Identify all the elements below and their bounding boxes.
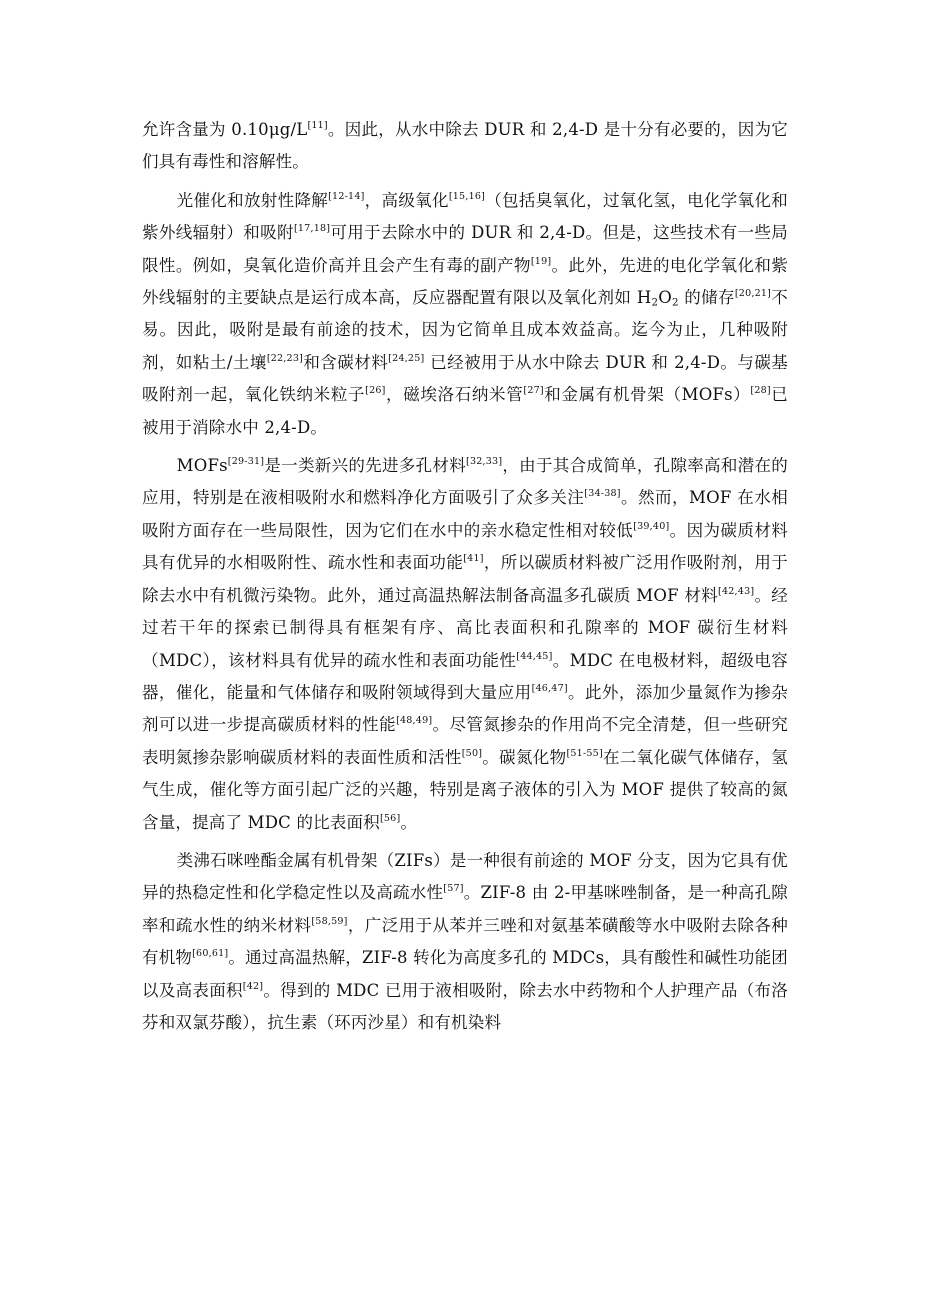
text-run: O: [658, 288, 672, 308]
text-run: 。得到的 MDC 已用于液相吸附，除去水中药物和个人护理产品（布洛芬和双氯芬酸），抗生素（环丙沙星）和有机染料: [142, 980, 789, 1032]
text-run: 。碳氮化物: [482, 747, 567, 767]
subscript: 2: [671, 297, 679, 309]
text-run: 允许含量为 0.10μg/L: [142, 120, 308, 139]
citation-ref: [46,47]: [531, 682, 568, 694]
citation-ref: [26]: [365, 385, 386, 397]
paragraph: [142, 845, 788, 1039]
text-run: （包括臭氧化，过氧化氢，电化学氧化和紫外线辐射）和吸附: [142, 190, 788, 243]
text-run: ，由于其合成简单，孔隙率高和潜在的应用，特别是在液相吸附水和燃料净化方面吸引了众多关注: [142, 456, 788, 508]
text-run: 。尽管氮掺杂的作用尚不完全清楚，但一些研究表明氮掺杂影响碳质材料的表面性质和活性: [142, 715, 788, 767]
text-run: MOFs: [176, 456, 228, 476]
text-run: 。经过若干年的探索已制得具有框架有序、高比表面积和孔隙率的 MOF 碳衍生材料（MDC），该材料具有优异的疏水性和表面功能性: [142, 585, 788, 670]
citation-ref: [32,33]: [466, 455, 503, 467]
citation-ref: [24,25]: [388, 352, 425, 364]
text-run: 。因此，从水中除去 DUR 和 2,4-D 是十分有必要的，因为它们具有毒性和溶解性。: [142, 120, 788, 172]
text-run: 。MDC 在电极材料，超级电容器，催化，能量和气体储存和吸附领域得到大量应用: [142, 650, 788, 702]
text-run: 是一类新兴的先进多孔材料: [264, 456, 467, 476]
citation-ref: [12-14]: [328, 190, 365, 202]
citation-ref: [50]: [461, 747, 483, 759]
citation-ref: [44,45]: [516, 650, 553, 662]
citation-ref: [28]: [750, 385, 771, 397]
paragraph: [142, 450, 788, 839]
citation-ref: [20,21]: [734, 287, 772, 299]
citation-ref: [56]: [379, 812, 401, 824]
text-run: 已被用于消除水中 2,4-D。: [142, 385, 788, 437]
citation-ref: [48,49]: [396, 715, 433, 727]
paragraph: [142, 185, 788, 444]
citation-ref: [41]: [463, 553, 484, 565]
text-run: 可用于去除水中的 DUR 和 2,4-D。但是，这些技术有一些局限性。例如，臭氧化造价高并且会产生有毒的副产物: [142, 223, 788, 275]
text-run: 。此外，添加少量氮作为掺杂剂可以进一步提高碳质材料的性能: [142, 682, 788, 735]
text-run: 已经被用于从水中除去 DUR 和 2,4-D。与碳基吸附剂一起，氧化铁纳米粒子: [142, 352, 788, 405]
paragraph: [142, 114, 788, 179]
text-run: 光催化和放射性降解: [176, 190, 329, 210]
subscript: 2: [651, 297, 659, 309]
body-text: [142, 114, 788, 1045]
citation-ref: [22,23]: [266, 352, 304, 364]
text-run: 。然而，MOF 在水相吸附方面存在一些局限性，因为它们在水中的亲水稳定性相对较低: [142, 488, 788, 540]
text-run: ，所以碳质材料被广泛用作吸附剂，用于除去水中有机微污染物。此外，通过高温热解法制备高温多孔碳质 MOF 材料: [142, 553, 788, 605]
text-run: 和含碳材料: [303, 352, 389, 372]
citation-ref: [42,43]: [718, 585, 755, 597]
text-run: 不易。因此，吸附是最有前途的技术，因为它简单且成本效益高。迄今为止，几种吸附剂，如粘土/土壤: [142, 288, 788, 372]
citation-ref: [11]: [307, 119, 328, 131]
citation-ref: [58,59]: [311, 915, 348, 927]
text-run: 类沸石咪唑酯金属有机骨架（ZIFs）是一种很有前途的 MOF 分支，因为它具有优异的热稳定性和化学稳定性以及高疏水性: [142, 850, 788, 903]
text-run: 。ZIF-8 由 2-甲基咪唑制备，是一种高孔隙率和疏水性的纳米材料: [142, 883, 788, 935]
text-run: 。此外，先进的电化学氧化和紫外线辐射的主要缺点是运行成本高，反应器配置有限以及氧化剂如 H: [142, 255, 788, 308]
citation-ref: [27]: [523, 385, 544, 397]
citation-ref: [19]: [530, 255, 552, 267]
citation-ref: [34-38]: [584, 488, 621, 500]
text-run: 和金属有机骨架（MOFs）: [543, 385, 751, 405]
citation-ref: [57]: [443, 883, 464, 895]
citation-ref: [42]: [242, 980, 264, 992]
text-run: ，磁埃洛石纳米管: [385, 385, 524, 405]
text-run: 。: [400, 812, 418, 832]
citation-ref: [29-31]: [227, 455, 265, 467]
text-run: 。因为碳质材料具有优异的水相吸附性、疏水性和表面功能: [142, 520, 788, 573]
text-run: 。通过高温热解，ZIF-8 转化为高度多孔的 MDCs，具有酸性和碱性功能团以及高表面积: [142, 948, 788, 1000]
citation-ref: [39,40]: [633, 520, 670, 532]
text-run: 在二氧化碳气体储存，氢气生成，催化等方面引起广泛的兴趣，特别是离子液体的引入为 MOF 提供了较高的氮含量，提高了 MDC 的比表面积: [142, 747, 788, 832]
citation-ref: [17,18]: [293, 223, 331, 235]
text-run: 的储存: [678, 288, 735, 308]
citation-ref: [60,61]: [192, 947, 229, 959]
citation-ref: [15,16]: [448, 190, 486, 202]
text-run: ，广泛用于从苯并三唑和对氨基苯磺酸等水中吸附去除各种有机物: [142, 915, 788, 968]
citation-ref: [51-55]: [566, 747, 603, 759]
text-run: ，高级氧化: [364, 190, 449, 210]
